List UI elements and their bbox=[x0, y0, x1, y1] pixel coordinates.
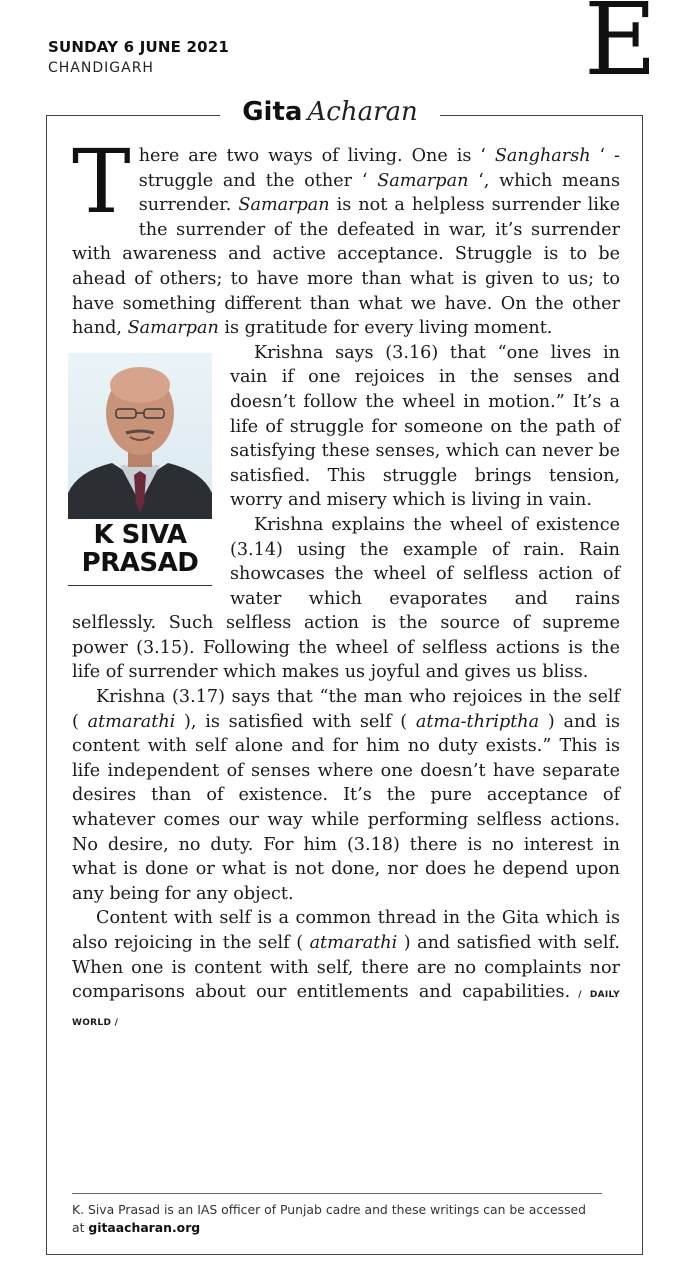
source-credit: / DAILY WORLD / bbox=[72, 990, 620, 1028]
author-name: K SIVA PRASAD bbox=[81, 519, 199, 578]
section-letter: E bbox=[584, 0, 657, 98]
footnote-link[interactable]: gitaacharan.org bbox=[88, 1220, 201, 1235]
article-body bbox=[72, 130, 621, 1035]
paragraph-1: There are two ways of living. One is ‘ Sangharsh ‘ -struggle and the other ‘ Samarpan ‘, which means surrender. Samarpan is not a helpless surrender like the surrender of the defeated in war, it’s surrender with awareness and active acceptance. Struggle is to be ahead of others; to have more than what is given to us; to have something different than what we have. On the other hand, Samarpan is gratitude for every living moment. bbox=[72, 130, 621, 339]
dropcap: T bbox=[72, 130, 131, 233]
footnote-rule bbox=[72, 1193, 602, 1194]
masthead-city: CHANDIGARH bbox=[48, 60, 154, 76]
paragraph-2: Krishna says (3.16) that “one lives in vain if one rejoices in the senses and doesn’t follow the wheel in motion.” It’s a life of struggle for someone on the path of satisfying these senses, which can never be satisfied. This struggle brings tension, worry and misery which is living in vain. bbox=[230, 342, 620, 511]
author-photo bbox=[68, 353, 212, 519]
author-portrait-image bbox=[68, 353, 212, 519]
column-title bbox=[220, 97, 440, 131]
masthead-date: SUNDAY 6 JUNE 2021 bbox=[48, 38, 230, 56]
sidebar-rule bbox=[68, 585, 212, 586]
paragraph-3: Krishna explains the wheel of existence (3.14) using the example of rain. Rain showcases the wheel of selfless action of water which evaporates and rains selflessly. Such selfless action is the source of supreme power (3.15). Following the wheel of selfless actions is the life of surrender which makes us joyful and gives us bliss. bbox=[72, 514, 620, 683]
author-sidebar bbox=[68, 341, 220, 611]
paragraph-5: Content with self is a common thread in the Gita which is also rejoicing in the self ( atmarathi ) and satisfied with self. When one is content with self, there are no complaints nor comparisons about our entitlements and capabilities. / DAILY WORLD / bbox=[72, 908, 620, 1028]
column-title-italic: Acharan bbox=[307, 97, 418, 127]
column-title-bold: Gita bbox=[242, 97, 303, 127]
paragraph-4: Krishna (3.17) says that “the man who rejoices in the self ( atmarathi ), is satisfied with self ( atma-thriptha ) and is content with self alone and for him no duty exists.” This is life independent of senses where one doesn’t have separate desires than of existence. It’s the pure acceptance of whatever comes our way while performing selfless actions. No desire, no duty. For him (3.18) there is no interest in what is done or what is not done, nor does he depend upon any being for any object. bbox=[72, 687, 620, 904]
footnote: K. Siva Prasad is an IAS officer of Punjab cadre and these writings can be accessed at gitaacharan.org bbox=[72, 1202, 587, 1235]
